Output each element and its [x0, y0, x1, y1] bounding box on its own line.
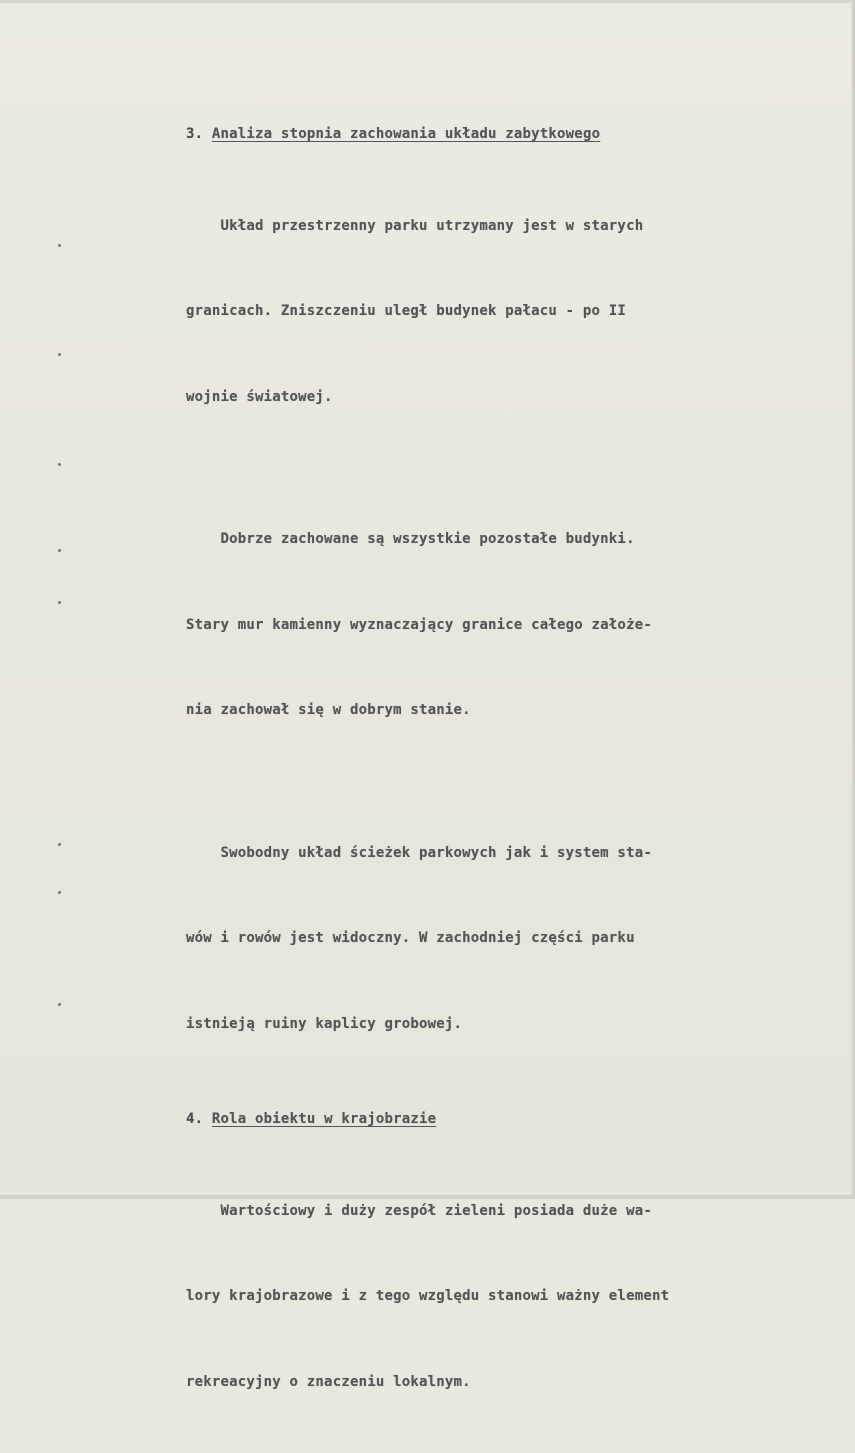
section-3-heading [186, 120, 786, 149]
margin-dot [58, 601, 61, 604]
section-3-paragraph-3 [186, 782, 786, 1096]
paragraph-line: lory krajobrazowe i z tego względu stanowi ważny element [186, 1282, 786, 1311]
section-4-number: 4. [186, 1111, 203, 1127]
section-3-title: Analiza stopnia zachowania układu zabytkowego [212, 126, 600, 142]
paragraph-line: istnieją ruiny kaplicy grobowej. [186, 1010, 786, 1039]
paragraph-line: rekreacyjny o znaczeniu lokalnym. [186, 1368, 786, 1397]
paragraph-line: Dobrze zachowane są wszystkie pozostałe budynki. [186, 525, 786, 554]
paragraph-line: wojnie światowej. [186, 383, 786, 412]
margin-dot [58, 463, 61, 466]
page-edge-top [0, 0, 855, 3]
document-body [186, 120, 786, 1453]
margin-dot [58, 843, 61, 846]
paragraph-line: Swobodny układ ścieżek parkowych jak i system sta- [186, 839, 786, 868]
margin-dot [58, 244, 61, 247]
paragraph-line: nia zachował się w dobrym stanie. [186, 696, 786, 725]
section-3-number: 3. [186, 126, 203, 142]
margin-dot [58, 1003, 61, 1006]
section-4-paragraph-1 [186, 1140, 786, 1453]
section-3-paragraph-1 [186, 155, 786, 469]
page-edge-right [851, 0, 855, 1199]
paragraph-line: Układ przestrzenny parku utrzymany jest w starych [186, 212, 786, 241]
margin-dot [58, 891, 61, 894]
section-4-heading [186, 1105, 786, 1134]
paragraph-line: wów i rowów jest widoczny. W zachodniej części parku [186, 924, 786, 953]
margin-dot [58, 353, 61, 356]
paragraph-line: Wartościowy i duży zespół zieleni posiada duże wa- [186, 1197, 786, 1226]
section-3-paragraph-2 [186, 468, 786, 782]
margin-dot [58, 549, 61, 552]
paragraph-line: granicach. Zniszczeniu uległ budynek pałacu - po II [186, 297, 786, 326]
section-4-title: Rola obiektu w krajobrazie [212, 1111, 436, 1127]
paragraph-line: Stary mur kamienny wyznaczający granice całego założe- [186, 611, 786, 640]
